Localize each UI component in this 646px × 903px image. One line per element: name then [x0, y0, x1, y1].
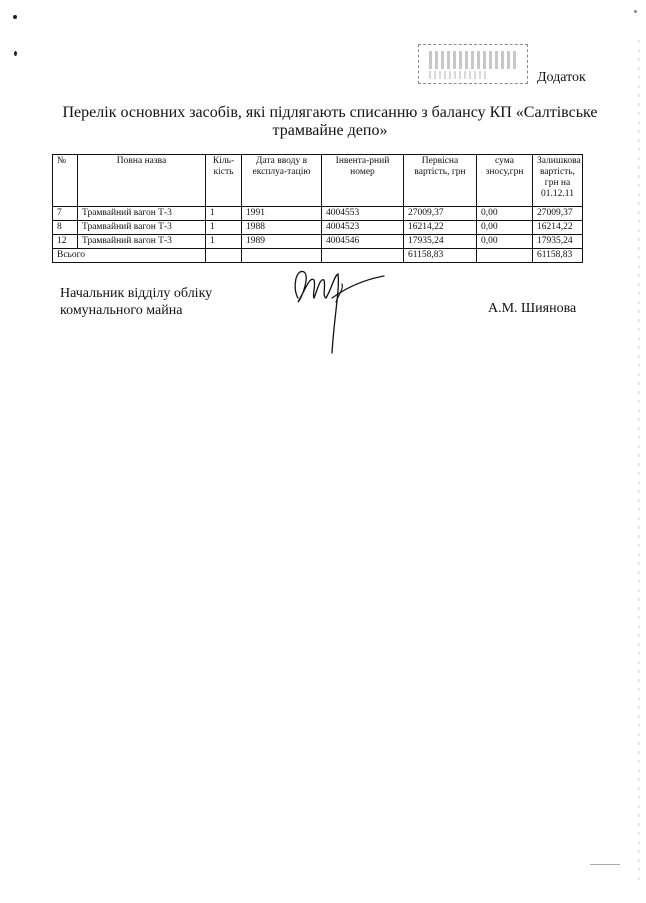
cell-cost: 17935,24 — [404, 235, 477, 249]
cell-rest: 16214,22 — [533, 221, 583, 235]
assets-table — [52, 154, 583, 263]
cell-inv: 4004523 — [322, 221, 404, 235]
header-qty: Кіль-кість — [206, 155, 242, 207]
cell-qty: 1 — [206, 235, 242, 249]
cell-num: 7 — [53, 207, 78, 221]
scan-speck — [634, 10, 637, 13]
table-row — [53, 207, 583, 221]
table-header-row — [53, 155, 583, 207]
signatory-position: Начальник відділу обліку комунального майна — [60, 286, 213, 318]
header-rest: Залишкова вартість, грн на 01.12.11 — [533, 155, 583, 207]
header-num: № — [53, 155, 78, 207]
cell-name: Трамвайний вагон Т-3 — [78, 235, 206, 249]
cell-dep: 0,00 — [477, 235, 533, 249]
scan-edge-noise — [638, 40, 640, 880]
scan-speck — [13, 15, 17, 19]
stamp-text-blur — [429, 71, 489, 79]
registration-stamp — [418, 44, 528, 84]
stamp-text-blur — [429, 51, 519, 69]
total-rest: 61158,83 — [533, 249, 583, 263]
cell-name: Трамвайний вагон Т-3 — [78, 207, 206, 221]
cell-inv: 4004546 — [322, 235, 404, 249]
cell-date: 1991 — [242, 207, 322, 221]
cell-dep: 0,00 — [477, 221, 533, 235]
header-dep: сума зносу,грн — [477, 155, 533, 207]
cell-rest: 17935,24 — [533, 235, 583, 249]
cell-dep: 0,00 — [477, 207, 533, 221]
cell-inv: 4004553 — [322, 207, 404, 221]
total-label: Всього — [53, 249, 206, 263]
cell-num: 12 — [53, 235, 78, 249]
cell-name: Трамвайний вагон Т-3 — [78, 221, 206, 235]
total-cost: 61158,83 — [404, 249, 477, 263]
total-empty — [477, 249, 533, 263]
cell-date: 1989 — [242, 235, 322, 249]
handwritten-signature — [288, 258, 388, 358]
scan-speck — [14, 51, 17, 56]
addendum-label: Додаток — [537, 70, 586, 85]
cell-rest: 27009,37 — [533, 207, 583, 221]
header-cost: Первісна вартість, грн — [404, 155, 477, 207]
total-empty — [206, 249, 242, 263]
cell-qty: 1 — [206, 221, 242, 235]
cell-date: 1988 — [242, 221, 322, 235]
cell-qty: 1 — [206, 207, 242, 221]
cell-cost: 16214,22 — [404, 221, 477, 235]
cell-num: 8 — [53, 221, 78, 235]
signatory-name: А.М. Шиянова — [488, 301, 577, 316]
table-row — [53, 235, 583, 249]
scan-footer-mark — [590, 864, 620, 865]
cell-cost: 27009,37 — [404, 207, 477, 221]
table-row — [53, 221, 583, 235]
document-title: Перелік основних засобів, які підлягають списанню з балансу КП «Салтівське трамвайне депо» — [62, 104, 598, 139]
header-name: Повна назва — [78, 155, 206, 207]
header-inv: Інвента-рний номер — [322, 155, 404, 207]
header-date: Дата вводу в експлуа-тацію — [242, 155, 322, 207]
